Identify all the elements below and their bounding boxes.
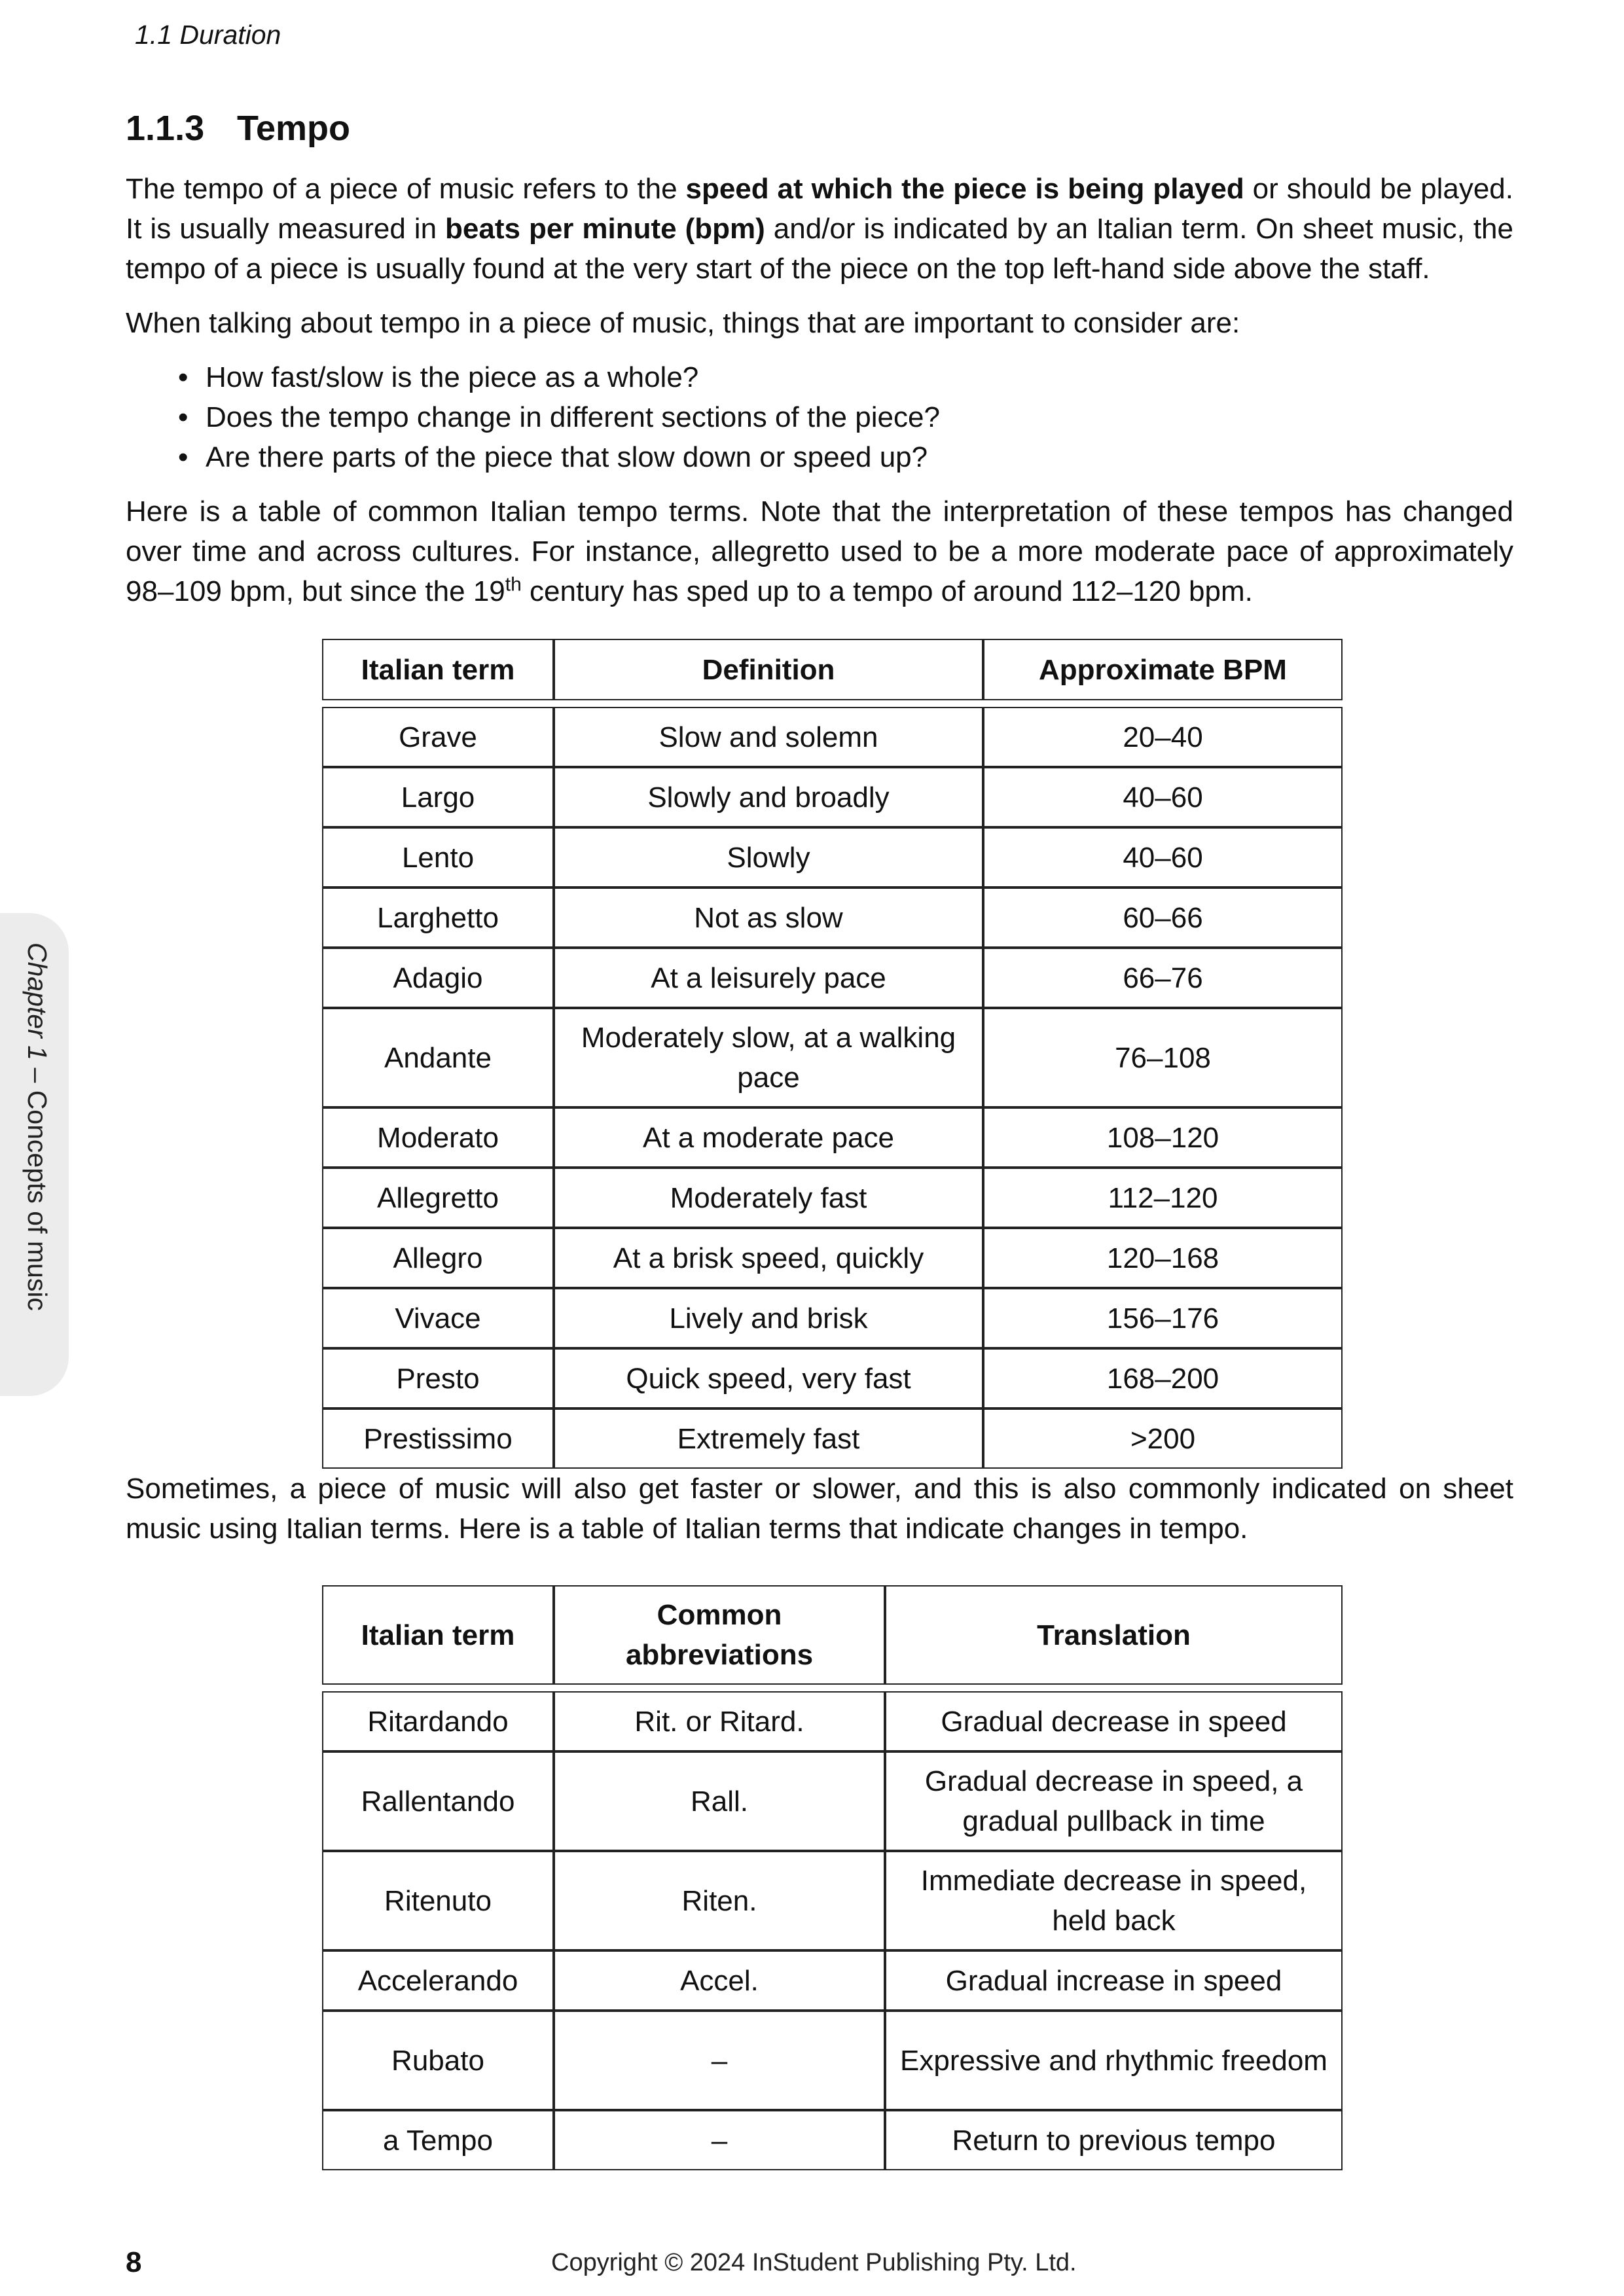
table-row: [322, 2110, 1343, 2170]
table-cell: 40–60: [983, 767, 1343, 827]
table-cell: Ritenuto: [322, 1851, 554, 1950]
table-cell: 108–120: [983, 1107, 1343, 1168]
table-cell: –: [554, 2011, 885, 2110]
table-cell: 20–40: [983, 707, 1343, 767]
table-row: [322, 1008, 1343, 1107]
table-row: [322, 1107, 1343, 1168]
table-row: [322, 827, 1343, 888]
table-cell: Quick speed, very fast: [554, 1348, 983, 1408]
table-cell: Rubato: [322, 2011, 554, 2110]
table-header: Approximate BPM: [983, 639, 1343, 700]
table-cell: Slowly: [554, 827, 983, 888]
table-row: [322, 1408, 1343, 1469]
table-cell: Extremely fast: [554, 1408, 983, 1469]
table-row: [322, 1950, 1343, 2011]
table-row: [322, 1751, 1343, 1851]
table-cell: Slow and solemn: [554, 707, 983, 767]
tempo-intro-text-1: Here is a table of common Italian tempo terms. Note that the interpretation of these tempos has changed over time and across cultures. For instance, allegretto used to be a more moderate pace of approximately 98–109 bpm, but since the 19: [126, 495, 1513, 607]
table-cell: Gradual decrease in speed, a gradual pullback in time: [885, 1751, 1343, 1851]
tempo-intro-text-2: century has sped up to a tempo of around 112–120 bpm.: [521, 575, 1253, 607]
table-cell: Andante: [322, 1008, 554, 1107]
table-cell: Ritardando: [322, 1691, 554, 1751]
chapter-side-tab-label: [13, 942, 52, 1374]
intro-paragraph: [126, 169, 1513, 289]
chapter-title: Concepts of music: [22, 1090, 52, 1311]
table-cell: Vivace: [322, 1288, 554, 1348]
table-cell: 168–200: [983, 1348, 1343, 1408]
table-cell: 120–168: [983, 1228, 1343, 1288]
table-cell: Adagio: [322, 948, 554, 1008]
intro-text-3: and/or is indicated by an Italian term. On sheet music, the tempo of a piece is usually found at the very start of the piece on the top left-hand side above the staff.: [126, 213, 1513, 285]
table-cell: Gradual decrease in speed: [885, 1691, 1343, 1751]
table-cell: At a moderate pace: [554, 1107, 983, 1168]
tempo-changes-table: [322, 1585, 1343, 2170]
table-cell: Larghetto: [322, 888, 554, 948]
list-item: • Are there parts of the piece that slow down or speed up?: [126, 437, 1513, 477]
table-row: [322, 1348, 1343, 1408]
table-cell: –: [554, 2110, 885, 2170]
intro-bold-2: beats per minute (bpm): [445, 213, 765, 245]
table-cell: Riten.: [554, 1851, 885, 1950]
table-cell: Rallentando: [322, 1751, 554, 1851]
table-header: Italian term: [322, 639, 554, 700]
table-cell: Accel.: [554, 1950, 885, 2011]
table-cell: a Tempo: [322, 2110, 554, 2170]
table-cell: 60–66: [983, 888, 1343, 948]
chapter-dash: –: [22, 1067, 52, 1083]
section-number: 1.1.3: [126, 109, 205, 148]
table-cell: At a brisk speed, quickly: [554, 1228, 983, 1288]
table-cell: Lively and brisk: [554, 1288, 983, 1348]
table-cell: Presto: [322, 1348, 554, 1408]
table-cell: 112–120: [983, 1168, 1343, 1228]
table-cell: Moderato: [322, 1107, 554, 1168]
table-row: [322, 1851, 1343, 1950]
table-cell: Rit. or Ritard.: [554, 1691, 885, 1751]
table-row: [322, 707, 1343, 767]
section-title: Tempo: [237, 109, 350, 148]
table-cell: 76–108: [983, 1008, 1343, 1107]
table-header: Translation: [885, 1585, 1343, 1685]
tempo-table-intro: [126, 492, 1513, 611]
table-cell: Rall.: [554, 1751, 885, 1851]
copyright-icon: ©: [664, 2249, 683, 2276]
table-cell: Accelerando: [322, 1950, 554, 2011]
table-row: [322, 1691, 1343, 1751]
considerations-list: [126, 357, 1513, 477]
table-cell: Moderately slow, at a walking pace: [554, 1008, 983, 1107]
table-cell: Lento: [322, 827, 554, 888]
copyright-notice: [551, 2249, 1077, 2277]
intro-text-2: or should be played. It is usually measured in: [126, 173, 1513, 245]
considerations-paragraph: When talking about tempo in a piece of music, things that are important to consider are:: [126, 307, 1240, 339]
table-row: [322, 1228, 1343, 1288]
table-cell: Slowly and broadly: [554, 767, 983, 827]
ordinal-superscript: th: [505, 573, 522, 596]
section-heading: [126, 105, 1513, 152]
chapter-number: Chapter 1: [22, 942, 52, 1061]
table-row: [322, 888, 1343, 948]
table-cell: Allegretto: [322, 1168, 554, 1228]
table-cell: Immediate decrease in speed, held back: [885, 1851, 1343, 1950]
copyright-label: Copyright: [551, 2249, 658, 2276]
table-cell: 40–60: [983, 827, 1343, 888]
copyright-text: 2024 InStudent Publishing Pty. Ltd.: [689, 2249, 1077, 2276]
table-cell: Not as slow: [554, 888, 983, 948]
list-item: • Does the tempo change in different sections of the piece?: [126, 397, 1513, 437]
table-header: Definition: [554, 639, 983, 700]
table-cell: Prestissimo: [322, 1408, 554, 1469]
list-item: • How fast/slow is the piece as a whole?: [126, 357, 1513, 397]
table-header: Common abbreviations: [554, 1585, 885, 1685]
page-number: 8: [126, 2246, 142, 2278]
intro-bold-1: speed at which the piece is being played: [685, 173, 1244, 205]
table-row: [322, 767, 1343, 827]
table-cell: Gradual increase in speed: [885, 1950, 1343, 2011]
table-cell: Largo: [322, 767, 554, 827]
table-cell: 156–176: [983, 1288, 1343, 1348]
table-cell: 66–76: [983, 948, 1343, 1008]
table-cell: Return to previous tempo: [885, 2110, 1343, 2170]
table-cell: Grave: [322, 707, 554, 767]
table-cell: >200: [983, 1408, 1343, 1469]
table-cell: Allegro: [322, 1228, 554, 1288]
page-content: [126, 105, 1513, 2170]
table-row: [322, 2011, 1343, 2110]
table-cell: Expressive and rhythmic freedom: [885, 2011, 1343, 2110]
tempo-changes-intro: Sometimes, a piece of music will also get faster or slower, and this is also commonly indicated on sheet music using Italian terms. Here is a table of Italian terms that indicate changes in tempo.: [126, 1473, 1513, 1545]
table-cell: Moderately fast: [554, 1168, 983, 1228]
table-row: [322, 948, 1343, 1008]
table-header: Italian term: [322, 1585, 554, 1685]
intro-text-1: The tempo of a piece of music refers to the: [126, 173, 686, 205]
tempo-terms-table: [322, 639, 1343, 1469]
table-row: [322, 1288, 1343, 1348]
table-row: [322, 1168, 1343, 1228]
running-head: 1.1 Duration: [135, 20, 281, 50]
table-cell: At a leisurely pace: [554, 948, 983, 1008]
